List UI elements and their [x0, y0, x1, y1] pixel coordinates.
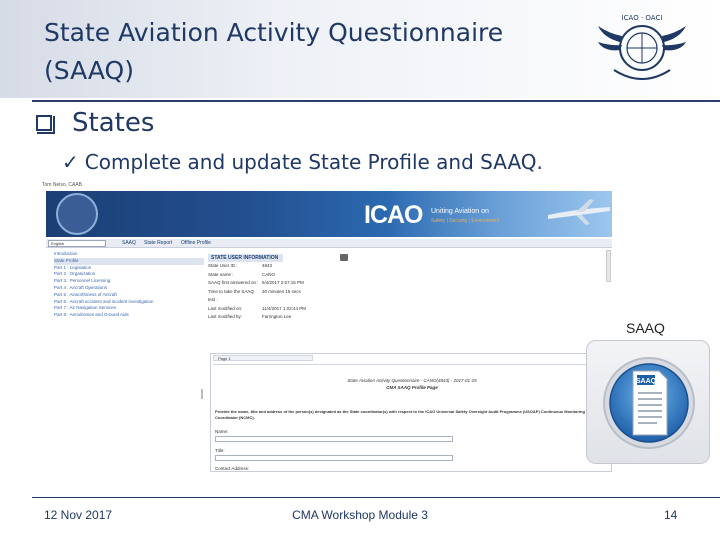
- info-key: Time to take the SAAQ test :: [208, 288, 254, 302]
- portal-side-menu: [54, 251, 204, 319]
- side-item-part6[interactable]: Part 6 : Aircraft accident and incident investigation: [54, 298, 154, 304]
- portal-screenshot: [40, 182, 615, 472]
- saaq-icon-label: SAAQ: [626, 320, 665, 336]
- nav-link-state-report[interactable]: State Report: [144, 240, 173, 246]
- square-bullet-icon: [36, 115, 52, 131]
- info-value: Farrington.Lee: [262, 314, 292, 319]
- footer-rule: [32, 497, 720, 498]
- panel-divider: [201, 389, 203, 399]
- side-item-part1[interactable]: Part 1 : Legislation: [54, 264, 92, 270]
- info-key: State name :: [208, 271, 234, 277]
- printer-icon[interactable]: [340, 254, 348, 261]
- form-description: Provide the name, title and address of the person(s) designated as the State coordinator(s) with respect to the ICAO Universal Safety Oversight Audit Programme (USOAP) Continuous Monitoring Coordinator (NCMC).: [215, 409, 585, 420]
- name-field[interactable]: [215, 436, 453, 442]
- info-value: 5/4/2017 2:57:15 PM: [262, 280, 304, 285]
- saaq-document-icon: [587, 341, 711, 465]
- nav-link-offline-profile[interactable]: Offline Profile: [181, 240, 211, 246]
- side-item-part8[interactable]: Part 8 : Aerodromes and Ground Aids: [54, 312, 129, 318]
- user-info-panel: [208, 254, 356, 322]
- side-item-part4[interactable]: Part 4 : Aircraft Operations: [54, 284, 108, 290]
- nav-link-saaq[interactable]: SAAQ: [122, 240, 136, 246]
- side-item-part2[interactable]: Part 2 : Organization: [54, 271, 96, 277]
- info-row: [208, 305, 356, 314]
- info-key: State User ID :: [208, 263, 238, 268]
- footer-date: 12 Nov 2017: [44, 508, 113, 522]
- saaq-badge-text: SAAQ: [635, 378, 657, 385]
- info-value: CANO: [262, 271, 276, 277]
- slide-title: State Aviation Activity Questionnaire (SAAQ): [44, 18, 504, 85]
- sub-bullet-text: Complete and update State Profile and SAAQ.: [84, 150, 543, 174]
- user-label: Tom Nelso, CAAB: [42, 182, 83, 188]
- info-value: 11/4/2017 1:02:44 PM: [262, 305, 306, 311]
- bullet-states: [36, 108, 154, 138]
- title-field[interactable]: [215, 455, 453, 461]
- side-item-state-profile[interactable]: State Profile: [54, 258, 204, 265]
- form-page-tab[interactable]: Page 1: [213, 355, 313, 361]
- side-item-part3[interactable]: Part 3 : Personnel Licensing: [54, 278, 111, 284]
- icao-badge-icon: [56, 193, 98, 235]
- info-key: Last modified on:: [208, 305, 243, 311]
- info-row: [208, 262, 356, 271]
- header-rule: [32, 100, 720, 102]
- info-key: SAAQ first answered on :: [208, 280, 259, 285]
- info-row: [208, 271, 356, 280]
- icao-emblem-icon: [596, 12, 688, 88]
- saaq-form-panel: [210, 353, 612, 472]
- form-title: State Aviation Activity Questionnaire - CANO(4843) - 2017-01-25: [347, 378, 477, 383]
- icao-banner: [46, 191, 612, 237]
- portal-navbar: [46, 239, 612, 248]
- language-select[interactable]: English: [48, 240, 106, 247]
- info-row: [208, 313, 356, 322]
- bullet-text: States: [72, 108, 155, 138]
- info-row: [208, 288, 356, 305]
- svg-text:ICAO · OACI: ICAO · OACI: [621, 14, 663, 22]
- info-value: 30 minutes 15 secs: [262, 288, 301, 294]
- banner-tagline: Uniting Aviation on: [431, 208, 489, 215]
- field-label-contact-address: Contact Address:: [215, 466, 250, 471]
- info-key: Last modified by:: [208, 314, 243, 319]
- side-item-part7[interactable]: Part 7 : Air Navigation Services: [54, 305, 117, 311]
- info-value: 4843: [262, 263, 273, 268]
- side-item-introduction[interactable]: Introduction: [54, 251, 78, 256]
- form-subtitle: CMA SAAQ Profile Page: [386, 385, 438, 390]
- form-divider: [213, 364, 609, 365]
- banner-brand: ICAO: [364, 201, 423, 229]
- info-row: [208, 279, 356, 288]
- saaq-icon-card[interactable]: [586, 340, 710, 464]
- field-label-title: Title:: [215, 448, 225, 453]
- banner-subline: Safety | Security | Environment: [431, 218, 500, 224]
- footer-center: CMA Workshop Module 3: [292, 508, 428, 522]
- field-label-name: Name:: [215, 429, 229, 434]
- checkmark-icon: ✓: [62, 150, 79, 174]
- airplane-icon: [546, 197, 612, 227]
- user-info-heading: STATE USER INFORMATION: [208, 254, 283, 262]
- page-number: 14: [664, 508, 678, 522]
- sub-bullet: [62, 150, 543, 174]
- vertical-scrollbar[interactable]: [606, 250, 611, 282]
- side-item-part5[interactable]: Part 5 : Airworthiness of Aircraft: [54, 291, 117, 297]
